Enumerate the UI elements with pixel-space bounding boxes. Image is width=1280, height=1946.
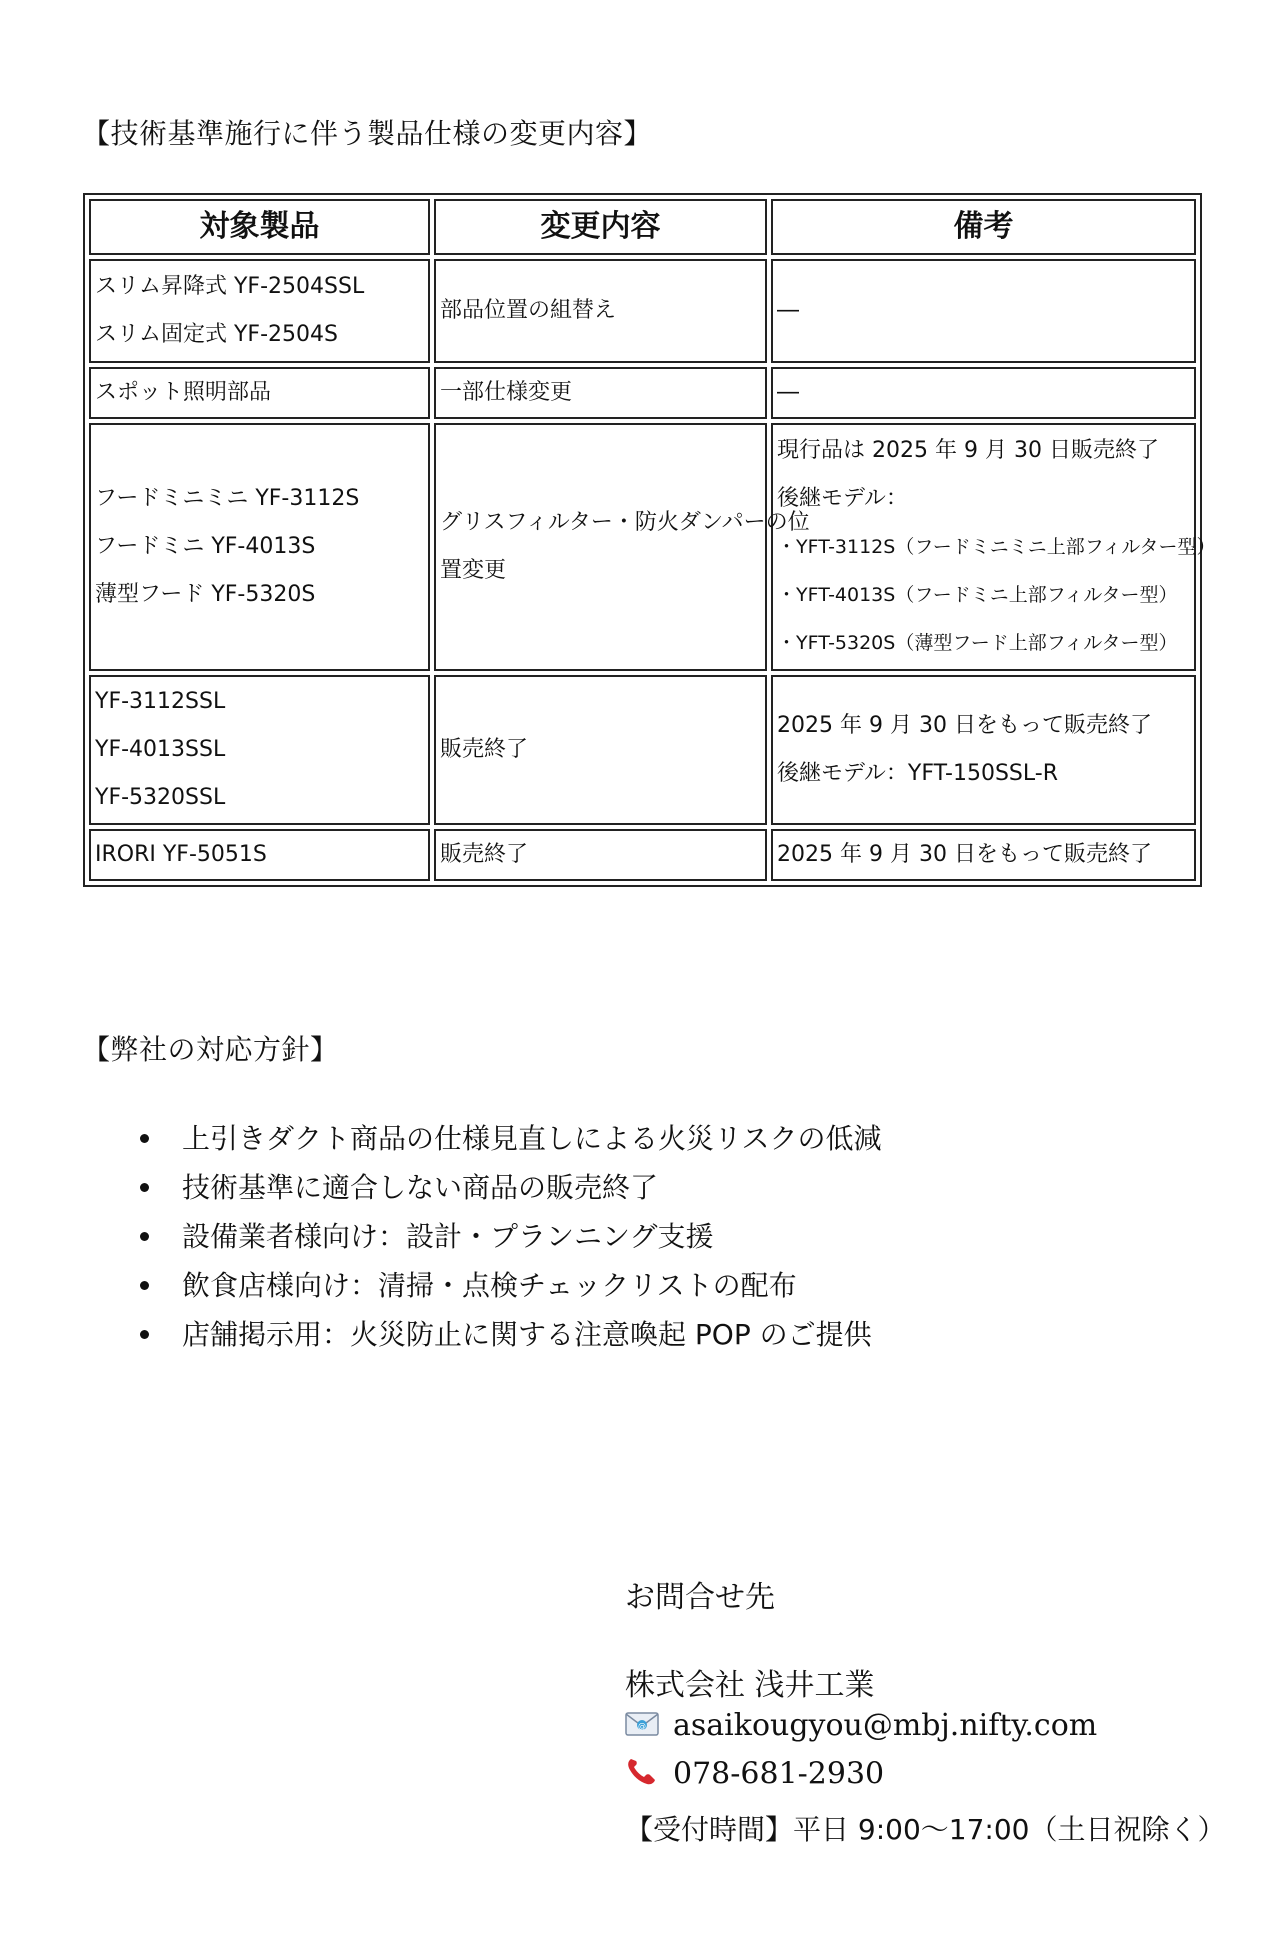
product-name: YF-3112SSL xyxy=(95,689,226,714)
product-name: 薄型フード YF-5320S xyxy=(95,582,316,607)
product-cell xyxy=(89,829,430,881)
bullet-icon xyxy=(140,1281,149,1290)
product-name: フードミニミニ YF-3112S xyxy=(95,486,360,511)
phone-row xyxy=(625,1756,884,1794)
product-name: スリム固定式 YF-2504S xyxy=(95,322,338,347)
table-row xyxy=(89,675,1196,825)
bullet-icon xyxy=(140,1232,149,1241)
product-cell xyxy=(89,423,430,671)
list-item xyxy=(140,1310,881,1359)
policy-section-title: 【弊社の対応方針】 xyxy=(82,1033,339,1066)
list-item xyxy=(140,1163,881,1212)
changes-section-title: 【技術基準施行に伴う製品仕様の変更内容】 xyxy=(82,117,653,150)
table-row xyxy=(89,367,1196,419)
policy-text: 店舗掲示用：火災防止に関する注意喚起 POP のご提供 xyxy=(182,1318,872,1351)
change-cell xyxy=(434,675,767,825)
change-cell xyxy=(434,829,767,881)
change-cell xyxy=(434,423,810,671)
product-cell xyxy=(89,675,430,825)
change-text: 置変更 xyxy=(440,558,507,583)
envelope-icon xyxy=(625,1709,659,1744)
product-name: IRORI YF-5051S xyxy=(95,842,267,867)
change-cell xyxy=(434,259,767,363)
successor-model: ・YFT-4013S（フードミニ上部フィルター型） xyxy=(777,584,1178,606)
product-cell xyxy=(89,259,430,363)
remarks-text: 後継モデル：YFT-150SSL-R xyxy=(777,761,1058,786)
policy-text: 飲食店様向け：清掃・点検チェックリストの配布 xyxy=(182,1269,797,1302)
policy-list xyxy=(140,1114,881,1359)
remarks-cell xyxy=(771,259,1196,363)
remarks-cell xyxy=(771,675,1196,825)
table-row xyxy=(89,423,1196,671)
business-hours: 【受付時間】平日 9:00～17:00（土日祝除く） xyxy=(625,1813,1226,1846)
phone-number[interactable]: 078-681-2930 xyxy=(673,1756,885,1792)
bullet-icon xyxy=(140,1183,149,1192)
product-name: YF-5320SSL xyxy=(95,785,226,810)
bullet-icon xyxy=(140,1134,149,1143)
policy-text: 技術基準に適合しない商品の販売終了 xyxy=(182,1171,659,1204)
svg-text:@: @ xyxy=(638,1721,646,1731)
spec-change-table xyxy=(83,193,1216,887)
change-text: 販売終了 xyxy=(440,842,529,867)
change-cell xyxy=(434,367,767,419)
successor-model: ・YFT-5320S（薄型フード上部フィルター型） xyxy=(777,632,1178,654)
table-header-row xyxy=(89,199,1196,255)
change-text: グリスフィルター・防火ダンパーの位 xyxy=(440,510,810,535)
product-cell xyxy=(89,367,430,419)
product-name: YF-4013SSL xyxy=(95,737,226,762)
remarks-text: 現行品は 2025 年 9 月 30 日販売終了 xyxy=(777,438,1159,463)
bullet-icon xyxy=(140,1330,149,1339)
list-item xyxy=(140,1261,881,1310)
table-row xyxy=(89,829,1196,881)
contact-heading: お問合せ先 xyxy=(625,1580,775,1615)
remarks-text: ― xyxy=(777,380,799,405)
remarks-text: ― xyxy=(777,298,799,323)
policy-text: 設備業者様向け：設計・プランニング支援 xyxy=(182,1220,714,1253)
header-remarks: 備考 xyxy=(771,199,1196,255)
change-text: 一部仕様変更 xyxy=(440,380,573,405)
header-change-content: 変更内容 xyxy=(434,199,767,255)
email-link[interactable]: asaikougyou@mbj.nifty.com xyxy=(673,1708,1098,1743)
table-row xyxy=(89,259,1196,363)
remarks-text: 後継モデル： xyxy=(777,486,908,511)
header-target-product: 対象製品 xyxy=(89,199,430,255)
remarks-cell xyxy=(771,423,1216,671)
remarks-text: 2025 年 9 月 30 日をもって販売終了 xyxy=(777,842,1152,867)
remarks-cell xyxy=(771,829,1196,881)
product-name: フードミニ YF-4013S xyxy=(95,534,316,559)
email-row xyxy=(625,1708,1097,1744)
list-item xyxy=(140,1114,881,1163)
product-name: スリム昇降式 YF-2504SSL xyxy=(95,274,365,299)
phone-icon xyxy=(625,1756,659,1794)
product-name: スポット照明部品 xyxy=(95,380,272,405)
policy-text: 上引きダクト商品の仕様見直しによる火災リスクの低減 xyxy=(182,1122,882,1155)
change-text: 部品位置の組替え xyxy=(440,298,617,323)
list-item xyxy=(140,1212,881,1261)
successor-model: ・YFT-3112S（フードミニミニ上部フィルター型） xyxy=(777,536,1216,558)
change-text: 販売終了 xyxy=(440,737,529,762)
remarks-cell xyxy=(771,367,1196,419)
remarks-text: 2025 年 9 月 30 日をもって販売終了 xyxy=(777,713,1152,738)
company-name: 株式会社 浅井工業 xyxy=(625,1668,875,1703)
